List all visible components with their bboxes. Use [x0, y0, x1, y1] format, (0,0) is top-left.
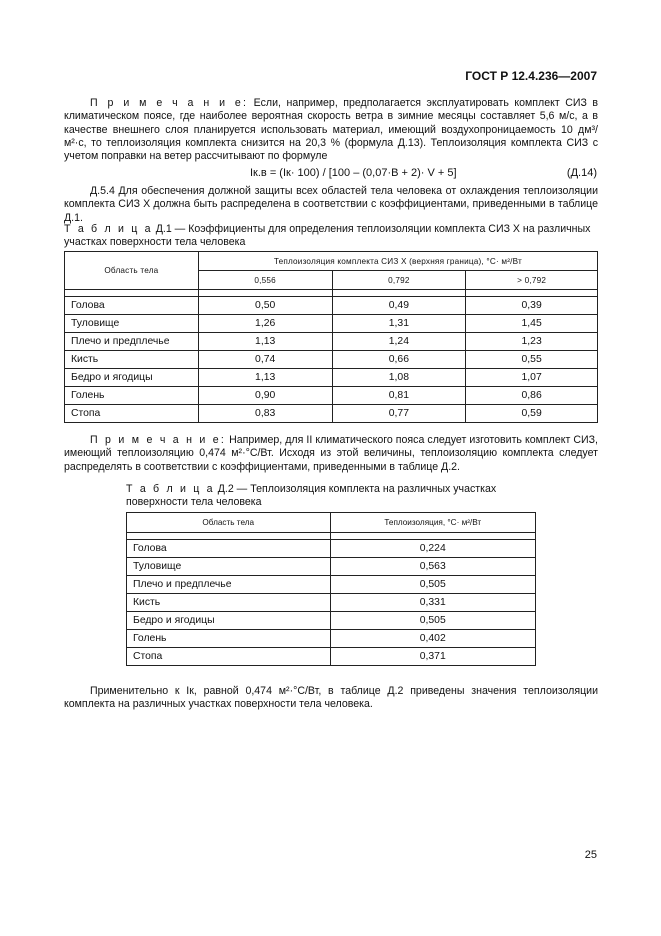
note-1	[64, 97, 598, 163]
table1-cell: 1,23	[466, 333, 598, 351]
table2-cell: 0,505	[330, 612, 536, 630]
note-2	[64, 434, 598, 474]
table-row	[65, 297, 598, 315]
table2-cell: Кисть	[127, 594, 331, 612]
note-1-text: Если, например, предполагается эксплуатировать комплект СИЗ в климатическом поясе, где наиболее вероятная скорость ветра в зимние месяцы составляет 5,6 м/с, а в качестве внешнего слоя планируется использовать материал, имеющий воздухопроницаемость 10 дм³/м²·с, то теплоизоляция комплекта снизится на 20,3 % (формула Д.13). Теплоизоляция комплекта СИЗ с учетом поправки на ветер рассчитывают по формуле	[64, 97, 598, 163]
table1-cell: 1,13	[198, 369, 332, 387]
table1-cell: 0,39	[466, 297, 598, 315]
table2-cell: Голень	[127, 630, 331, 648]
table2-cell: 0,563	[330, 558, 536, 576]
table1-cell: 1,45	[466, 315, 598, 333]
table2-cell: Бедро и ягодицы	[127, 612, 331, 630]
table-row	[65, 351, 598, 369]
table1-cell: 0,81	[332, 387, 466, 405]
note-1-label: П р и м е ч а н и е:	[90, 97, 249, 109]
table1-cell: 1,08	[332, 369, 466, 387]
table1-cell: 0,90	[198, 387, 332, 405]
table1-cell: Стопа	[65, 405, 199, 423]
table2-cell: 0,224	[330, 540, 536, 558]
table1-cell: 0,50	[198, 297, 332, 315]
table1-subheader: > 0,792	[466, 271, 598, 290]
table1-cell: Плечо и предплечье	[65, 333, 199, 351]
table1-subheader: 0,792	[332, 271, 466, 290]
table2-caption	[126, 483, 536, 509]
table1-cell: Голова	[65, 297, 199, 315]
table1-cell: 1,24	[332, 333, 466, 351]
paragraph-d54: Д.5.4 Для обеспечения должной защиты всех областей тела человека от охлаждения теплоизоляции комплекта СИЗ X должна быть распределена в соответствии с коэффициентами, приведенными в таблице Д.1.	[64, 185, 598, 224]
table1-cell: 0,66	[332, 351, 466, 369]
formula-d14: Iк.в = (Iк· 100) / [100 – (0,07·В + 2)· V + 5]	[250, 167, 457, 179]
table-row	[65, 333, 598, 351]
table2-cell: 0,371	[330, 648, 536, 666]
table-row	[65, 405, 598, 423]
table-d1	[64, 251, 598, 423]
table1-cell: 1,31	[332, 315, 466, 333]
page-number: 25	[584, 849, 597, 861]
table1-cell: 0,59	[466, 405, 598, 423]
table2-caption-label: Т а б л и ц а	[126, 483, 215, 495]
table-row	[65, 369, 598, 387]
table1-cell: 1,07	[466, 369, 598, 387]
table1-caption	[64, 223, 598, 249]
table1-cell: Бедро и ягодицы	[65, 369, 199, 387]
table2-header-area: Область тела	[127, 513, 331, 533]
table2-cell: Голова	[127, 540, 331, 558]
table1-header-area: Область тела	[65, 252, 199, 290]
table2-cell: 0,505	[330, 576, 536, 594]
table1-cell: 1,13	[198, 333, 332, 351]
closing-paragraph: Применительно к Iк, равной 0,474 м²·°С/Вт, в таблице Д.2 приведены значения теплоизоляции комплекта на различных участках поверхности тела человека.	[64, 685, 598, 711]
table2-caption-text: Д.2 — Теплоизоляция комплекта на различных участках поверхности тела человека	[126, 483, 497, 508]
table1-cell: 0,77	[332, 405, 466, 423]
table1-cell: 1,26	[198, 315, 332, 333]
table-row	[127, 648, 536, 666]
table-row	[65, 315, 598, 333]
table1-header-group: Теплоизоляция комплекта СИЗ X (верхняя граница), °С· м²/Вт	[198, 252, 597, 271]
document-code: ГОСТ Р 12.4.236—2007	[465, 69, 597, 83]
table1-caption-label: Т а б л и ц а	[64, 223, 153, 235]
table1-cell: 0,86	[466, 387, 598, 405]
table1-subheader: 0,556	[198, 271, 332, 290]
table-row	[65, 387, 598, 405]
table1-cell: Туловище	[65, 315, 199, 333]
table-row	[127, 630, 536, 648]
table-row	[127, 540, 536, 558]
table2-cell: Туловище	[127, 558, 331, 576]
table-row	[127, 612, 536, 630]
table2-header-value: Теплоизоляция, °С· м²/Вт	[330, 513, 536, 533]
table1-cell: Кисть	[65, 351, 199, 369]
table2-cell: 0,402	[330, 630, 536, 648]
table2-cell: Стопа	[127, 648, 331, 666]
note-2-label: П р и м е ч а н и е:	[90, 434, 227, 446]
table1-cell: 0,83	[198, 405, 332, 423]
table1-caption-text: Д.1 — Коэффициенты для определения теплоизоляции комплекта СИЗ X на различных участках поверхности тела человека	[64, 223, 591, 248]
table-row	[127, 576, 536, 594]
table-row	[127, 558, 536, 576]
note-2-text: Например, для II климатического пояса следует изготовить комплект СИЗ, имеющий теплоизоляцию 0,474 м²·°С/Вт. Исходя из этой величины, теплоизоляцию комплекта следует распределять в соответствии с коэффициентами, приведенными в таблице Д.2.	[64, 434, 598, 473]
table1-cell: 0,49	[332, 297, 466, 315]
table1-cell: Голень	[65, 387, 199, 405]
table-row	[127, 594, 536, 612]
table-d2	[126, 512, 536, 666]
table1-cell: 0,74	[198, 351, 332, 369]
table1-cell: 0,55	[466, 351, 598, 369]
table2-cell: 0,331	[330, 594, 536, 612]
table2-cell: Плечо и предплечье	[127, 576, 331, 594]
formula-number: (Д.14)	[566, 167, 597, 179]
